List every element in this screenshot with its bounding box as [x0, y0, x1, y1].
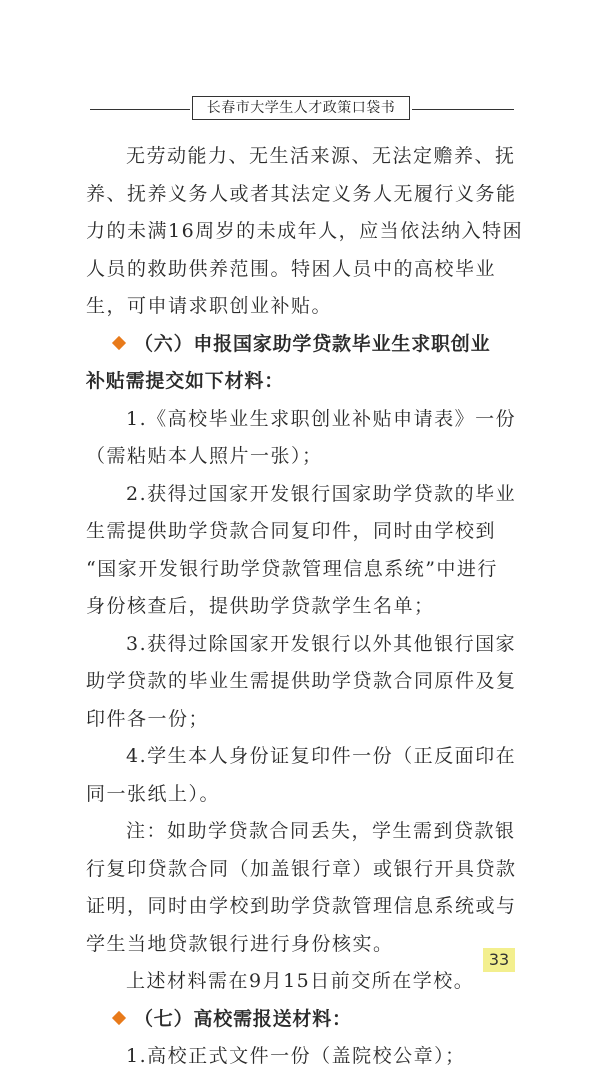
body-line: 上述材料需在9月15日前交所在学校。	[126, 970, 475, 992]
header-rule-left	[90, 109, 190, 110]
body-line: 4.学生本人身份证复印件一份（正反面印在	[126, 745, 517, 767]
page-body	[86, 138, 524, 1076]
diamond-bullet-icon	[112, 335, 126, 349]
section-6-heading-cont: 补贴需提交如下材料：	[86, 370, 285, 392]
page-number: 33	[483, 948, 515, 972]
body-line: 行复印贷款合同（加盖银行章）或银行开具贷款	[86, 857, 517, 880]
section-6-heading-text: （六）申报国家助学贷款毕业生求职创业	[134, 332, 491, 355]
running-header	[90, 96, 514, 122]
body-line: 1.《高校毕业生求职创业补贴申请表》一份	[126, 407, 517, 430]
body-line: 印件各一份；	[86, 707, 210, 730]
body-line: 学生当地贷款银行进行身份核实。	[86, 932, 394, 955]
section-7-heading-text: （七）高校需报送材料：	[134, 1007, 352, 1030]
body-line: 养、抚养义务人或者其法定义务人无履行义务能	[86, 182, 517, 205]
header-rule-right	[412, 109, 514, 110]
body-line: 1.高校正式文件一份（盖院校公章）；	[126, 1045, 466, 1067]
body-line: 生需提供助学贷款合同复印件，同时由学校到	[86, 520, 497, 542]
header-title: 长春市大学生人才政策口袋书	[192, 96, 410, 120]
body-line: （需粘贴本人照片一张）；	[86, 445, 323, 467]
body-line: 生，可申请求职创业补贴。	[86, 295, 333, 317]
body-line: 同一张纸上）。	[86, 782, 221, 805]
body-line: “国家开发银行助学贷款管理信息系统”中进行	[86, 557, 498, 580]
body-line: 证明，同时由学校到助学贷款管理信息系统或与	[86, 895, 517, 917]
body-line: 身份核查后，提供助学贷款学生名单；	[86, 595, 435, 617]
section-7-heading	[86, 1001, 516, 1039]
body-line: 2.获得过国家开发银行国家助学贷款的毕业	[126, 482, 517, 505]
body-line: 力的未满16周岁的未成年人，应当依法纳入特困	[86, 220, 524, 242]
body-line: 助学贷款的毕业生需提供助学贷款合同原件及复	[86, 670, 517, 692]
body-line: 3.获得过除国家开发银行以外其他银行国家	[126, 632, 517, 655]
body-line: 人员的救助供养范围。特困人员中的高校毕业	[86, 257, 497, 280]
diamond-bullet-icon	[112, 1010, 126, 1024]
section-6-heading	[86, 326, 516, 364]
body-line: 无劳动能力、无生活来源、无法定赡养、抚	[126, 145, 516, 167]
body-line: 注：如助学贷款合同丢失，学生需到贷款银	[126, 820, 516, 842]
